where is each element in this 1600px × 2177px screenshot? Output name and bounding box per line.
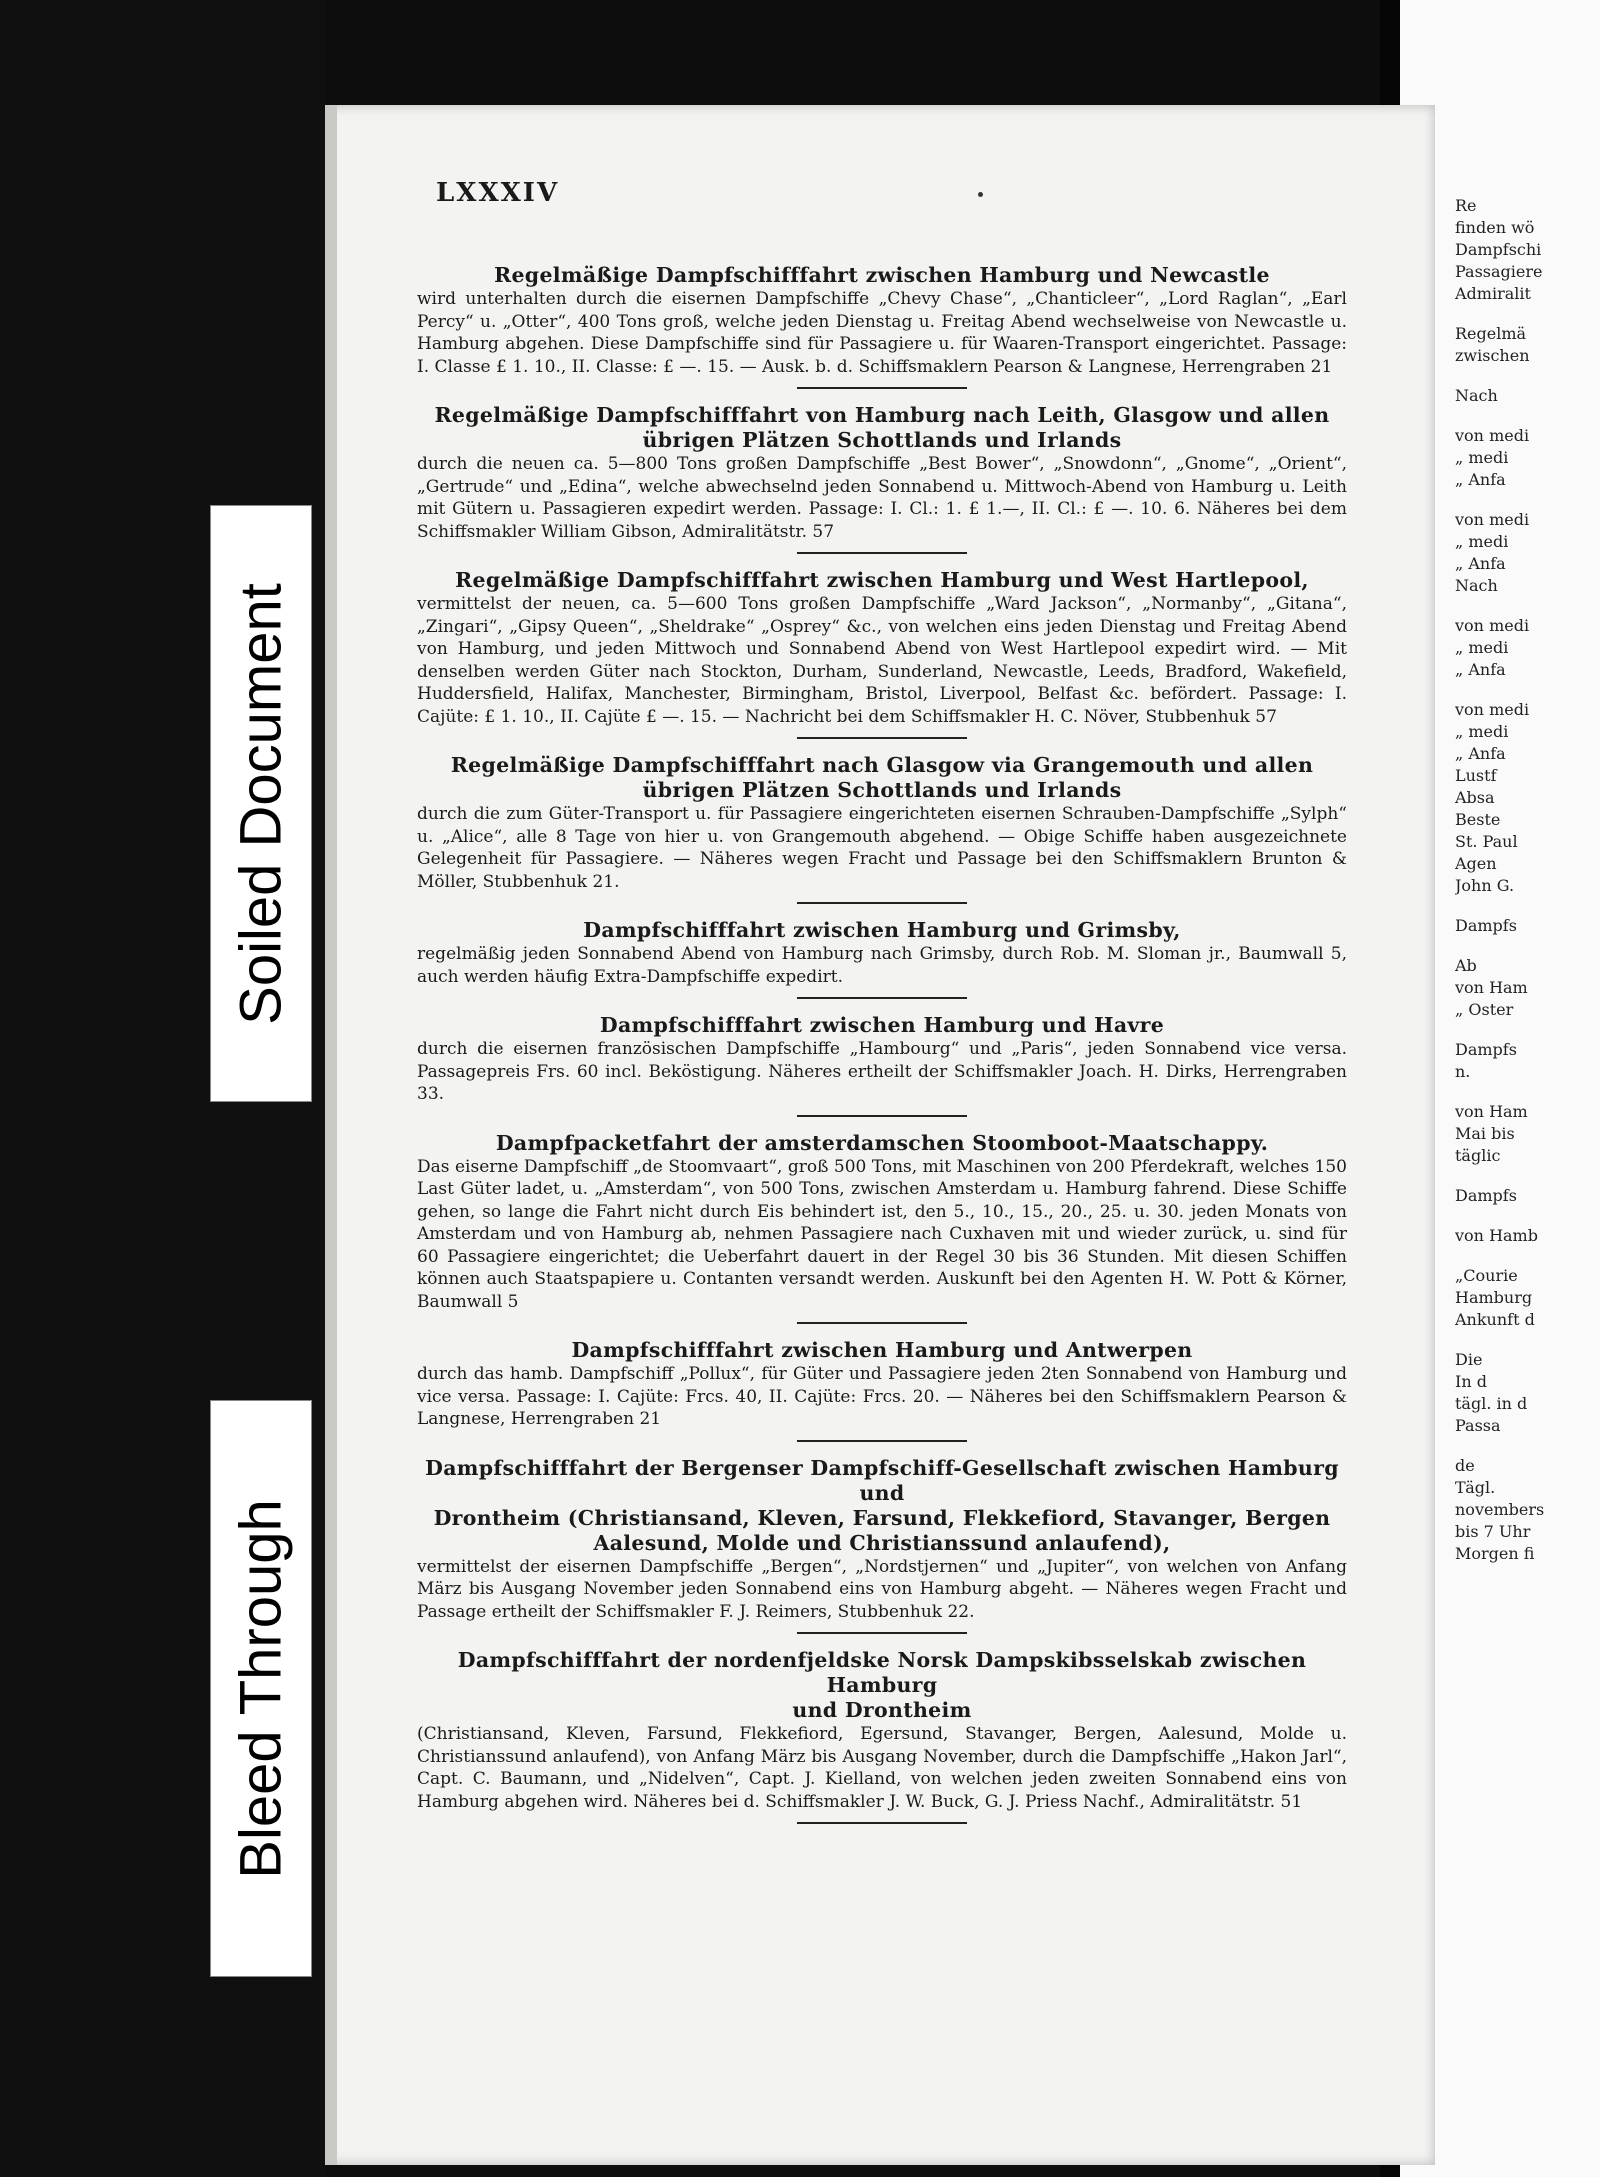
notice-body: durch die neuen ca. 5—800 Tons großen Dampfschiffe „Best Bower“, „Snowdonn“, „Gnome“, „Orient“, „Gertrude“ und „Edina“, welche abwechselnd jeden Sonnabend u. Mittwoch-Abend von Hamburg u. Leith mit Gütern u. Passagieren expedirt werden. Passage: I. Cl.: 1. £ 1.—, II. Cl.: £ —. 10. 6. Näheres bei dem Schiffsmakler William Gibson, Admiralitätstr. 57: [417, 454, 1347, 542]
notice-body: Das eiserne Dampfschiff „de Stoomvaart“, groß 500 Tons, mit Maschinen von 200 Pferdekraft, welches 150 Last Güter ladet, u. „Amsterdam“, von 500 Tons, zwischen Amsterdam u. Hamburg fahrend. Diese Schiffe gehen, so lange die Fahrt nicht durch Eis behindert ist, den 5., 10., 15., 20., 25. u. 30. jeden Monats von Amsterdam und von Hamburg ab, nehmen Passagiere nach Cuxhaven mit und wieder zurück, u. sind für 60 Passagiere eingerichtet; die Ueberfahrt dauert in der Regel 30 bis 36 Stunden. Mit diesen Schiffen können auch Staatspapiere u. Contanten versandt werden. Auskunft bei den Agenten H. W. Pott & Körner, Baumwall 5: [417, 1156, 1347, 1312]
fragment-line: bis 7 Uhr: [1455, 1522, 1531, 1541]
section-divider: [797, 1115, 967, 1117]
fragment-line: von medi: [1455, 700, 1530, 719]
fragment-line: Passagiere: [1455, 262, 1543, 281]
fragment-line: tägl. in d: [1455, 1394, 1528, 1413]
fragment-line: n.: [1455, 1062, 1471, 1081]
fragment-line: „Courie: [1455, 1266, 1518, 1285]
fragment-line: „ Anfa: [1455, 554, 1506, 573]
fragment-line: Re: [1455, 196, 1477, 215]
fragment-line: täglic: [1455, 1146, 1501, 1165]
page-text-column: [417, 175, 1347, 1838]
sections-container: [417, 263, 1347, 1824]
fragment-line: [1455, 367, 1600, 385]
ink-dot: [978, 192, 983, 197]
fragment-line: [1455, 1331, 1600, 1349]
fragment-line: novembers: [1455, 1500, 1545, 1519]
fragment-line: „ Anfa: [1455, 660, 1506, 679]
shipping-notice: [417, 403, 1347, 554]
fragment-line: Admiralit: [1455, 284, 1531, 303]
notice-body: durch das hamb. Dampfschiff „Pollux“, für Güter und Passagiere jeden 2ten Sonnabend von Hamburg und vice versa. Passage: I. Cajüte: Frcs. 40, II. Cajüte: Frcs. 20. — Näheres bei den Schiffsmaklern Pearson & Langnese, Herrengraben 21: [417, 1364, 1347, 1429]
adjacent-page-fragment: [1455, 195, 1600, 1565]
fragment-line: finden wö: [1455, 218, 1535, 237]
fragment-line: John G.: [1455, 876, 1515, 895]
notice-body: vermittelst der neuen, ca. 5—600 Tons großen Dampfschiffe „Ward Jackson“, „Normanby“, „Gitana“, „Zingari“, „Gipsy Queen“, „Sheldrake“ „Osprey“ &c., von welchen eins jeden Dienstag und Freitag Abend von Hamburg, und jeden Mittwoch und Sonnabend Abend von West Hartlepool expedirt wird. — Mit denselben werden Güter nach Stockton, Durham, Sunderland, Newcastle, Leeds, Bradford, Wakefield, Huddersfield, Halifax, Manchester, Birmingham, Bristol, Liverpool, Belfast &c. befördert. Passage: I. Cajüte: £ 1. 10., II. Cajüte £ —. 15. — Nachricht bei dem Schiffsmakler H. C. Növer, Stubbenhuk 57: [417, 594, 1347, 727]
notice-title: Aalesund, Molde und Christianssund anlaufend),: [593, 1530, 1171, 1555]
fragment-line: [1455, 1083, 1600, 1101]
shipping-notice: [417, 1648, 1347, 1824]
section-divider: [797, 1322, 967, 1324]
notice-title: Drontheim (Christiansand, Kleven, Farsund, Flekkefiord, Stavanger, Bergen: [433, 1505, 1331, 1530]
notice-body: wird unterhalten durch die eisernen Dampfschiffe „Chevy Chase“, „Chanticleer“, „Lord Raglan“, „Earl Percy“ u. „Otter“, 400 Tons groß, welche jeden Dienstag u. Freitag Abend wechselweise von Newcastle u. Hamburg abgehen. Diese Dampfschiffe sind für Passagiere u. für Waaren-Transport eingerichtet. Passage: I. Classe £ 1. 10., II. Classe: £ —. 15. — Ausk. b. d. Schiffsmaklern Pearson & Langnese, Herrengraben 21: [417, 289, 1347, 377]
fragment-line: Ankunft d: [1455, 1310, 1535, 1329]
shipping-notice: [417, 568, 1347, 739]
shipping-notice: [417, 918, 1347, 999]
notice-title: übrigen Plätzen Schottlands und Irlands: [642, 428, 1122, 452]
fragment-line: Mai bis: [1455, 1124, 1515, 1143]
fragment-line: [1455, 1167, 1600, 1185]
fragment-line: „ Anfa: [1455, 470, 1506, 489]
section-divider: [797, 1440, 967, 1442]
fragment-line: Regelmä: [1455, 324, 1527, 343]
shipping-notice: [417, 1013, 1347, 1117]
section-divider: [797, 902, 967, 904]
notice-title: Regelmäßige Dampfschifffahrt zwischen Hamburg und Newcastle: [494, 263, 1270, 287]
notice-title: Regelmäßige Dampfschifffahrt von Hamburg nach Leith, Glasgow und allen: [434, 403, 1330, 427]
soiled-document-label: [210, 505, 312, 1102]
bleed-through-label: [210, 1400, 312, 1977]
notice-body: regelmäßig jeden Sonnabend Abend von Hamburg nach Grimsby, durch Rob. M. Sloman jr., Baumwall 5, auch werden häufig Extra-Dampfschiffe expedirt.: [417, 944, 1347, 987]
fragment-line: Tägl.: [1455, 1478, 1496, 1497]
document-page: [325, 105, 1435, 2165]
section-divider: [797, 387, 967, 389]
notice-title: Dampfschifffahrt zwischen Hamburg und Antwerpen: [571, 1338, 1193, 1362]
fragment-line: „ Anfa: [1455, 744, 1506, 763]
notice-title: Dampfschifffahrt der Bergenser Dampfschiff-Gesellschaft zwischen Hamburg und: [425, 1455, 1339, 1505]
fragment-line: In d: [1455, 1372, 1487, 1391]
fragment-line: „ medi: [1455, 448, 1509, 467]
section-divider: [797, 997, 967, 999]
fragment-line: Absa: [1455, 788, 1495, 807]
shipping-notice: [417, 263, 1347, 389]
fragment-line: Nach: [1455, 576, 1498, 595]
fragment-line: Dampfschi: [1455, 240, 1542, 259]
fragment-line: „ medi: [1455, 532, 1509, 551]
fragment-line: von Ham: [1455, 978, 1528, 997]
notice-title: Dampfschifffahrt zwischen Hamburg und Grimsby,: [583, 918, 1181, 942]
fragment-line: „ medi: [1455, 722, 1509, 741]
fragment-line: [1455, 1207, 1600, 1225]
fragment-line: von Hamb: [1455, 1226, 1538, 1245]
notice-body: durch die zum Güter-Transport u. für Passagiere eingerichteten eisernen Schrauben-Dampfschiffe „Sylph“ u. „Alice“, alle 8 Tage von hier u. von Grangemouth abgehend. — Obige Schiffe haben ausgezeichnete Gelegenheit für Passagiere. — Näheres wegen Fracht und Passage bei den Schiffsmaklern Brunton & Möller, Stubbenhuk 21.: [417, 804, 1347, 892]
fragment-line: Nach: [1455, 386, 1498, 405]
fragment-line: Dampfs: [1455, 1186, 1517, 1205]
shipping-notice: [417, 753, 1347, 904]
fragment-line: [1455, 407, 1600, 425]
section-divider: [797, 1632, 967, 1634]
bleed-through-label-text: Bleed Through: [228, 1498, 294, 1879]
fragment-line: [1455, 305, 1600, 323]
notice-body: durch die eisernen französischen Dampfschiffe „Hambourg“ und „Paris“, jeden Sonnabend vice versa. Passagepreis Frs. 60 incl. Beköstigung. Näheres ertheilt der Schiffsmakler Joach. H. Dirks, Herrengraben 33.: [417, 1039, 1347, 1104]
fragment-line: „ medi: [1455, 638, 1509, 657]
soiled-document-label-text: Soiled Document: [228, 582, 294, 1025]
notice-title: Dampfpacketfahrt der amsterdamschen Stoomboot-Maatschappy.: [495, 1130, 1269, 1155]
fragment-line: Morgen fi: [1455, 1544, 1535, 1563]
section-divider: [797, 552, 967, 554]
notice-title: Regelmäßige Dampfschifffahrt nach Glasgow via Grangemouth und allen: [450, 753, 1314, 777]
notice-title: Dampfschifffahrt zwischen Hamburg und Havre: [599, 1013, 1165, 1037]
fragment-line: von medi: [1455, 510, 1530, 529]
fragment-line: [1455, 491, 1600, 509]
notice-title: übrigen Plätzen Schottlands und Irlands: [642, 778, 1122, 802]
fragment-line: [1455, 1437, 1600, 1455]
fragment-line: [1455, 937, 1600, 955]
section-divider: [797, 737, 967, 739]
fragment-line: Die: [1455, 1350, 1483, 1369]
shipping-notice: [417, 1131, 1347, 1325]
fragment-line: Ab: [1455, 956, 1477, 975]
page-number: LXXXIV: [436, 178, 560, 208]
fragment-line: [1455, 1021, 1600, 1039]
fragment-line: Dampfs: [1455, 916, 1517, 935]
fragment-line: [1455, 897, 1600, 915]
fragment-line: [1455, 1247, 1600, 1265]
fragment-line: Beste: [1455, 810, 1501, 829]
fragment-line: Dampfs: [1455, 1040, 1517, 1059]
notice-body: vermittelst der eisernen Dampfschiffe „Bergen“, „Nordstjernen“ und „Jupiter“, von welchen von Anfang März bis Ausgang November jeden Sonnabend eins von Hamburg abgeht. — Näheres wegen Fracht und Passage ertheilt der Schiffsmakler F. J. Reimers, Stubbenhuk 22.: [417, 1556, 1347, 1622]
fragment-line: von Ham: [1455, 1102, 1528, 1121]
fragment-line: „ Oster: [1455, 1000, 1514, 1019]
fragment-line: Passa: [1455, 1416, 1501, 1435]
shipping-notice: [417, 1456, 1347, 1635]
section-divider: [797, 1822, 967, 1824]
shipping-notice: [417, 1338, 1347, 1442]
page-left-edge: [325, 105, 337, 2165]
fragment-line: de: [1455, 1456, 1475, 1475]
fragment-line: Agen: [1455, 854, 1497, 873]
fragment-line: Lustf: [1455, 766, 1497, 785]
fragment-line: Hamburg: [1455, 1288, 1533, 1307]
fragment-line: zwischen: [1455, 346, 1530, 365]
notice-title: und Drontheim: [792, 1698, 972, 1722]
notice-title: Regelmäßige Dampfschifffahrt zwischen Hamburg und West Hartlepool,: [455, 568, 1309, 592]
fragment-line: von medi: [1455, 616, 1530, 635]
fragment-line: [1455, 597, 1600, 615]
notice-body: (Christiansand, Kleven, Farsund, Flekkefiord, Egersund, Stavanger, Bergen, Aalesund, Molde u. Christianssund anlaufend), von Anfang März bis Ausgang November, durch die Dampfschiffe „Hakon Jarl“, Capt. C. Baumann, und „Nidelven“, Capt. J. Kielland, von welchen jeden zweiten Sonnabend eins von Hamburg abgehen wird. Näheres bei d. Schiffsmakler J. W. Buck, G. J. Priess Nachf., Admiralitätstr. 51: [417, 1724, 1347, 1812]
fragment-line: [1455, 681, 1600, 699]
fragment-line: von medi: [1455, 426, 1530, 445]
notice-title: Dampfschifffahrt der nordenfjeldske Norsk Dampskibsselskab zwischen Hamburg: [457, 1648, 1307, 1697]
fragment-line: St. Paul: [1455, 832, 1518, 851]
